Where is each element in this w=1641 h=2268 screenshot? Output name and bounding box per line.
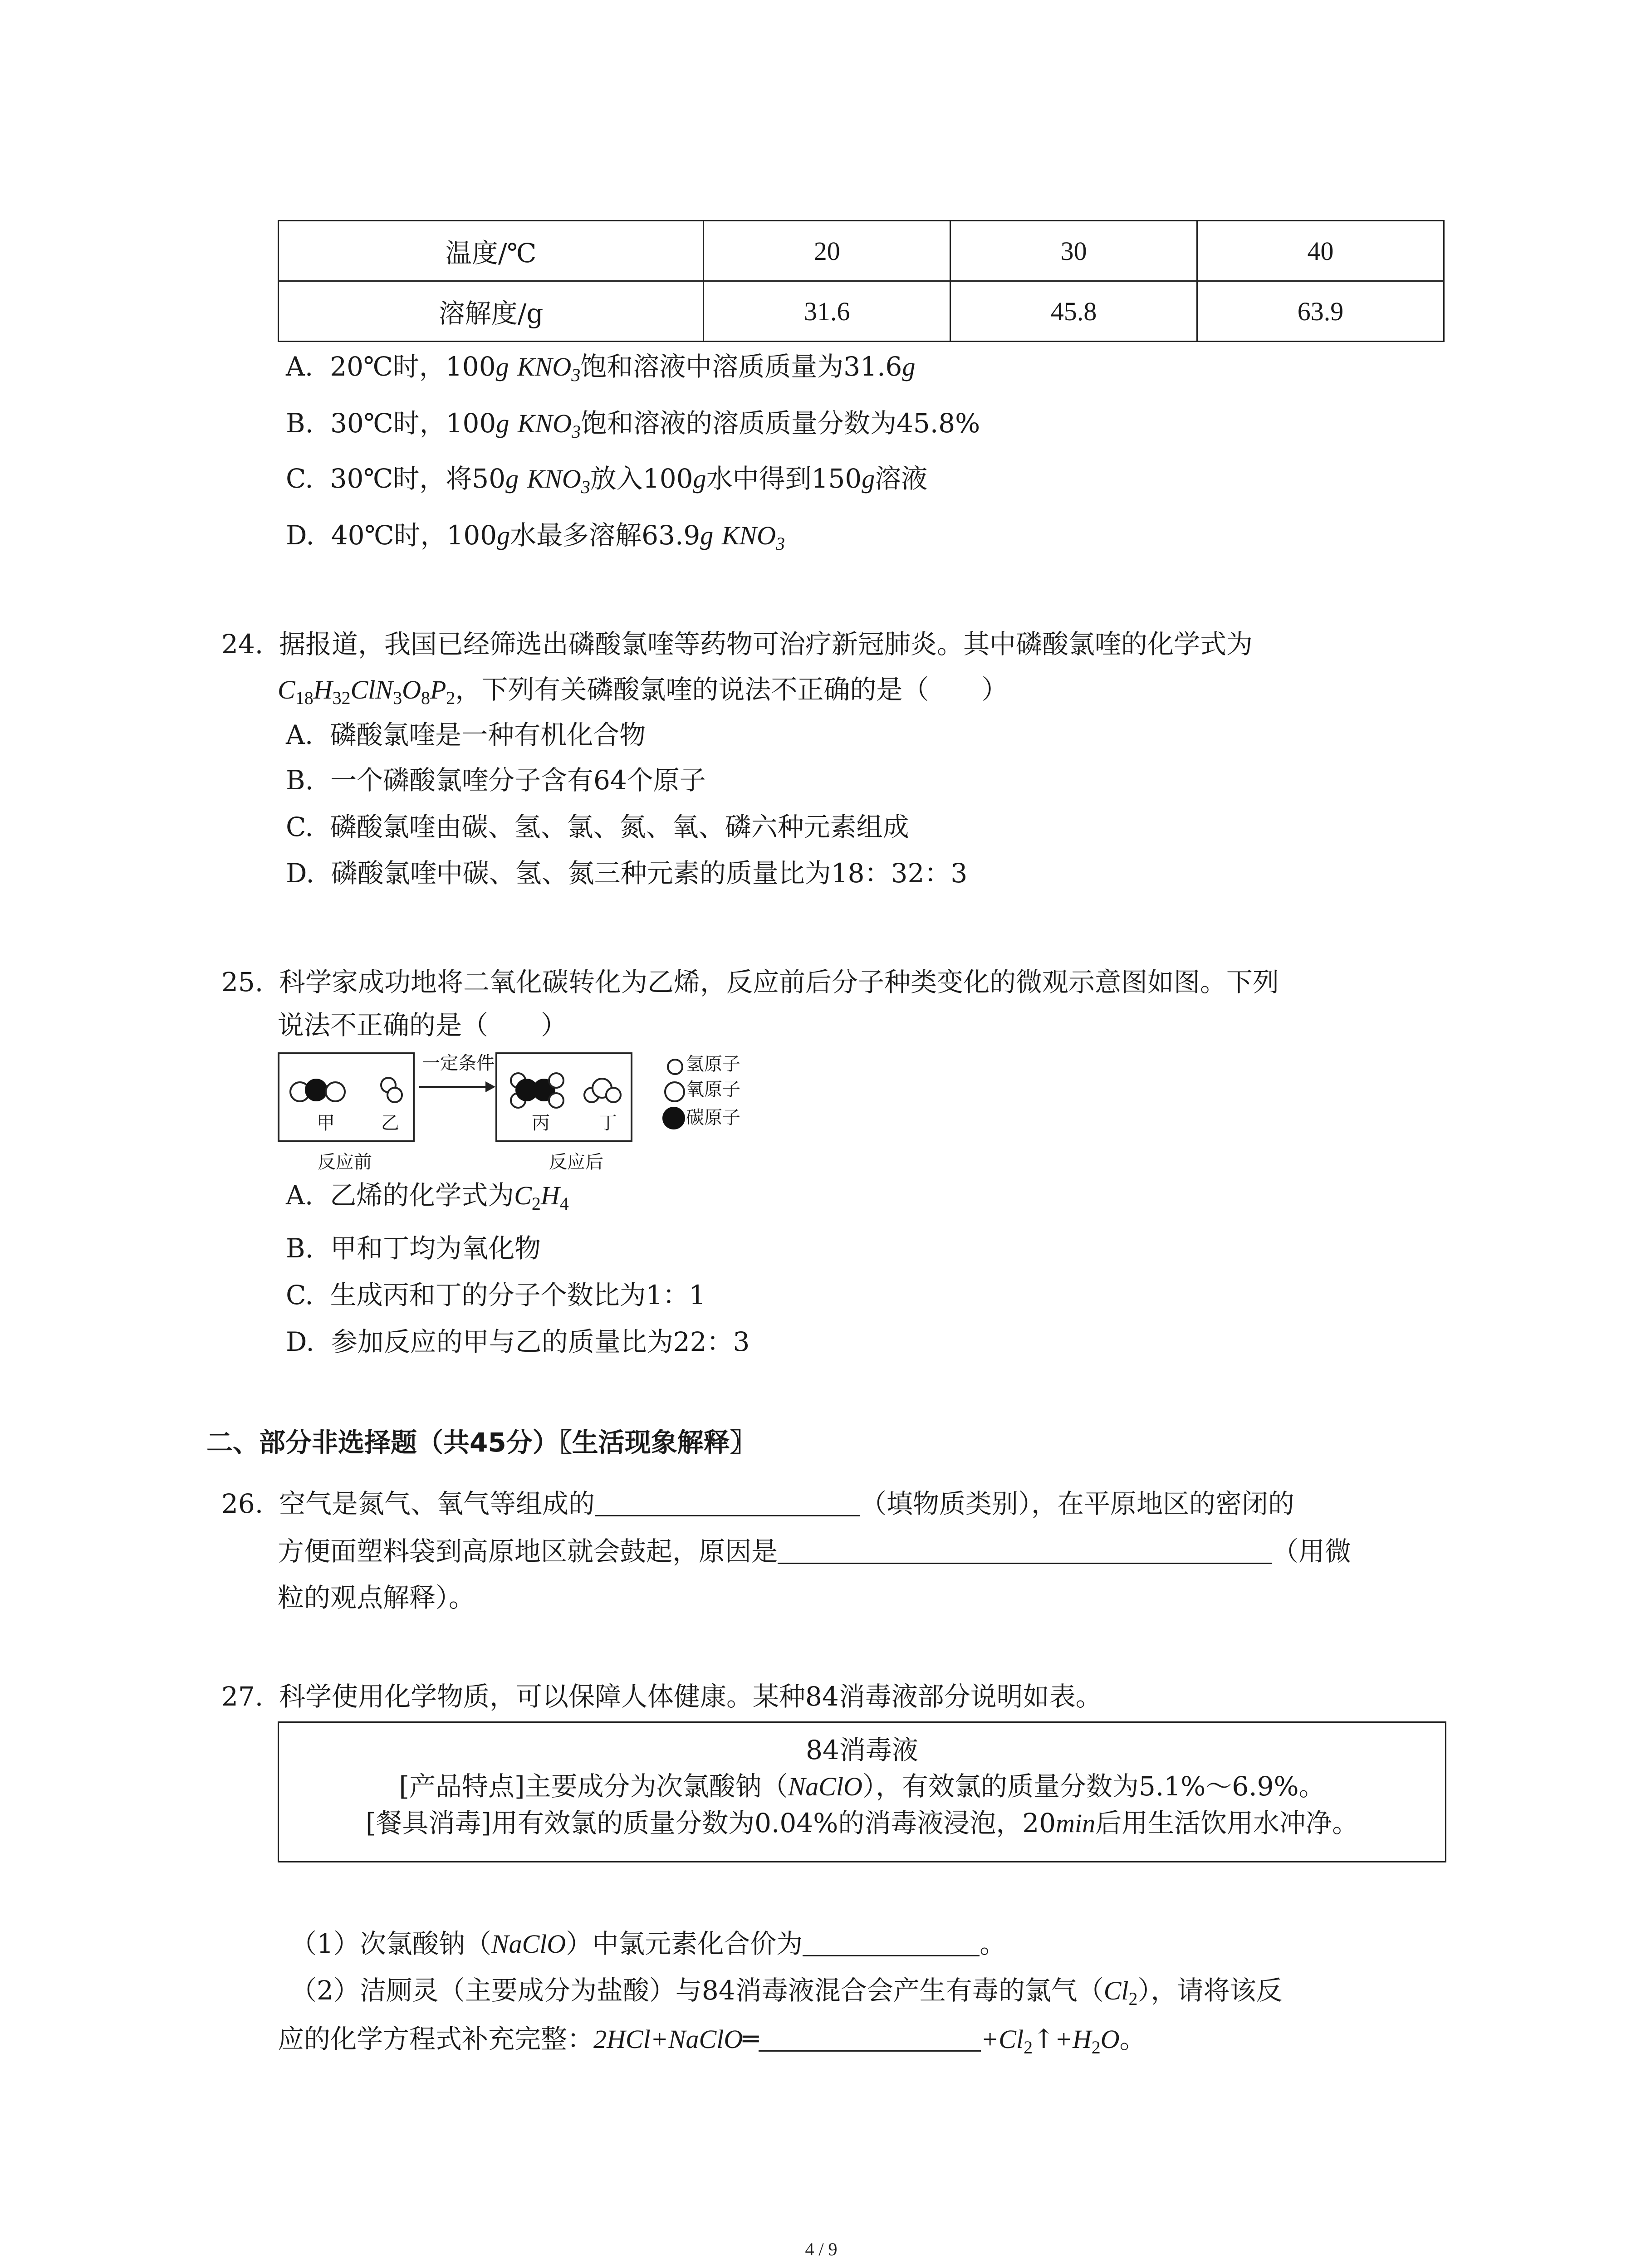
q27-stem: 科学使用化学物质，可以保障人体健康。某种84消毒液部分说明如表。 — [279, 1681, 1102, 1712]
label-yi: 乙 — [381, 1113, 399, 1134]
arrow-condition-label: 一定条件 — [422, 1053, 495, 1074]
q27-sub2-line2: 应的化学方程式补充完整：2HCl+NaClO═ $+Cl_2↑+H_2O$。 — [278, 2024, 1146, 2058]
label-after: 反应后 — [549, 1152, 603, 1173]
q24-option-d: D. 磷酸氯喹中碳、氢、氮三种元素的质量比为18：32：3 — [286, 858, 968, 889]
legend-oxygen-icon — [664, 1081, 685, 1102]
oxygen-atom — [325, 1081, 346, 1102]
legend-hydrogen-icon — [667, 1059, 683, 1075]
table-cell: 溶解度/g — [279, 281, 704, 342]
legend-carbon-icon — [662, 1107, 685, 1129]
reaction-arrow — [419, 1086, 487, 1088]
hydrogen-atom — [548, 1092, 564, 1109]
carbon-atom — [305, 1079, 328, 1101]
q25-option-d: D. 参加反应的甲与乙的质量比为22：3 — [286, 1326, 750, 1357]
q23-option-c: C. 30℃时，将50g $KNO_3$放入100g水中得到150g溶液 — [286, 463, 928, 497]
label-before: 反应前 — [318, 1152, 372, 1173]
solubility-table — [278, 220, 1445, 342]
table-cell: 31.6 — [704, 281, 950, 342]
legend-hydrogen-label: 氢原子 — [686, 1054, 740, 1075]
q24-number: 24. — [221, 629, 264, 660]
answer-blank[interactable] — [759, 2023, 981, 2052]
legend-oxygen-label: 氧原子 — [686, 1079, 740, 1100]
q24-option-c: C. 磷酸氯喹由碳、氢、氯、氮、氧、磷六种元素组成 — [286, 811, 909, 842]
answer-blank[interactable] — [778, 1535, 1272, 1564]
arrow-head-icon — [485, 1081, 495, 1092]
hydrogen-atom — [605, 1087, 622, 1103]
legend-carbon-label: 碳原子 — [686, 1107, 740, 1128]
after-box — [495, 1052, 632, 1142]
q23-option-d: D. 40℃时，100g水最多溶解63.9g $KNO_3$ — [286, 520, 785, 554]
q23-option-a: A. 20℃时，100g $KNO_3$饱和溶液中溶质质量为31.6g — [286, 351, 916, 385]
q24-option-a: A. 磷酸氯喹是一种有机化合物 — [286, 719, 646, 750]
q26-line3: 粒的观点解释）。 — [278, 1582, 475, 1613]
table-cell: 30 — [950, 221, 1197, 281]
q25-stem-line2: 说法不正确的是（ ） — [278, 1010, 568, 1041]
table-cell: 63.9 — [1197, 281, 1444, 342]
table-cell: 40 — [1197, 221, 1444, 281]
reaction-diagram — [278, 1052, 754, 1198]
box-line1: [产品特点]主要成分为次氯酸钠（NaClO），有效氯的质量分数为5.1%～6.9%。 — [399, 1771, 1325, 1802]
q25-option-c: C. 生成丙和丁的分子个数比为1：1 — [286, 1280, 706, 1310]
box-line2: [餐具消毒]用有效氯的质量分数为0.04%的消毒液浸泡，20min后用生活饮用水冲净。 — [365, 1808, 1359, 1838]
label-ding: 丁 — [599, 1113, 617, 1134]
page-number: 4 / 9 — [805, 2239, 838, 2259]
q23-option-b: B. 30℃时，100g $KNO_3$饱和溶液的溶质质量分数为45.8% — [286, 408, 980, 442]
q24-stem-line2: $C_{18}H_{32}ClN_3O_8P_2$，下列有关磷酸氯喹的说法不正确的是（ ） — [278, 674, 1008, 708]
label-jia: 甲 — [317, 1113, 335, 1134]
q25-number: 25. — [221, 967, 264, 997]
table-cell: 20 — [704, 221, 950, 281]
q24-stem-line1: 据报道，我国已经筛选出磷酸氯喹等药物可治疗新冠肺炎。其中磷酸氯喹的化学式为 — [279, 629, 1253, 660]
q26-number: 26. — [221, 1488, 264, 1519]
q27-sub1: （1）次氯酸钠（NaClO）中氯元素化合价为 。 — [290, 1928, 1006, 1959]
q26-line2: 方便面塑料袋到高原地区就会鼓起，原因是 （用微 — [278, 1536, 1352, 1567]
label-bing: 丙 — [532, 1113, 550, 1134]
q25-option-a: A. 乙烯的化学式为$C_2H_4$ — [286, 1180, 569, 1214]
q27-sub2-line1: （2）洁厕灵（主要成分为盐酸）与84消毒液混合会产生有毒的氯气$(Cl_2)$，请将该反 — [290, 1975, 1283, 2009]
before-box — [278, 1052, 415, 1142]
table-row — [279, 281, 1444, 342]
hydrogen-atom — [387, 1087, 403, 1103]
table-cell: 45.8 — [950, 281, 1197, 342]
q26-line1: 空气是氮气、氧气等组成的 （填物质类别），在平原地区的密闭的 — [279, 1488, 1295, 1519]
table-row — [279, 221, 1444, 281]
product-info-box — [278, 1721, 1446, 1862]
box-title: 84消毒液 — [806, 1735, 918, 1765]
hydrogen-atom — [548, 1072, 564, 1089]
section-heading: 二、部分非选择题（共45分）〖生活现象解释〗 — [206, 1427, 756, 1458]
q27-number: 27. — [221, 1681, 264, 1712]
table-cell: 温度/℃ — [279, 221, 704, 281]
q25-option-b: B. 甲和丁均为氧化物 — [286, 1233, 541, 1264]
q25-stem-line1: 科学家成功地将二氧化碳转化为乙烯，反应前后分子种类变化的微观示意图如图。下列 — [279, 967, 1279, 997]
q24-option-b: B. 一个磷酸氯喹分子含有64个原子 — [286, 765, 706, 796]
answer-blank[interactable] — [595, 1488, 860, 1516]
answer-blank[interactable] — [803, 1928, 980, 1956]
